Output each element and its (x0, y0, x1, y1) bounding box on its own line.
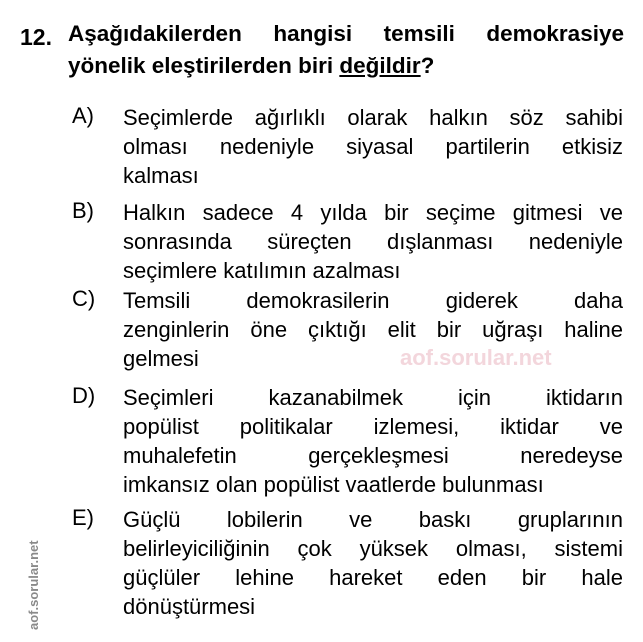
watermark: aof.sorular.net (400, 345, 552, 370)
option-text-line: seçimlere katılımın azalması (123, 258, 401, 283)
option-text-line: kalması (123, 163, 199, 188)
side-watermark: aof.sorular.net (26, 540, 41, 630)
option-text-line: dönüştürmesi (123, 594, 256, 619)
option-text-line: Temsili demokrasilerin giderek daha (123, 288, 623, 313)
option-letter: E) (72, 505, 94, 530)
option-text-line: belirleyiciliğinin çok yüksek olması, sistemi (123, 536, 623, 561)
option-text (123, 103, 623, 190)
option-text (123, 383, 623, 499)
option-text-line: güçlüler lehine hareket eden bir hale (123, 565, 623, 590)
question-mark: ? (420, 53, 435, 78)
option-text (123, 505, 623, 621)
option-text-line: zenginlerin öne çıktığı elit bir uğraşı haline (123, 317, 623, 342)
option-text-line: Seçimleri kazanabilmek için iktidarın (123, 385, 623, 410)
question-emphasis: değildir (339, 53, 421, 78)
option-text-line: imkansız olan popülist vaatlerde bulunması (123, 472, 544, 497)
option-text-line: gelmesi (123, 346, 199, 371)
option-text-line: olması nedeniyle siyasal partilerin etkisiz (123, 134, 623, 159)
option-text-line: popülist politikalar izlemesi, iktidar ve (123, 414, 623, 439)
option-letter: B) (72, 198, 94, 223)
option-text-line: sonrasında süreçten dışlanması nedeniyle (123, 229, 623, 254)
option-letter: A) (72, 103, 94, 128)
option-text-line: Güçlü lobilerin ve baskı gruplarının (123, 507, 623, 532)
option-text (123, 198, 623, 285)
question-text-line-1: Aşağıdakilerden hangisi temsili demokrasiye (68, 21, 624, 46)
question-number: 12. (20, 24, 52, 50)
option-text-line: Halkın sadece 4 yılda bir seçime gitmesi ve (123, 200, 623, 225)
question-text-line-2: yönelik eleştirilerden biri (68, 53, 340, 78)
option-text-line: muhalefetin gerçekleşmesi neredeyse (123, 443, 623, 468)
option-letter: C) (72, 286, 96, 311)
option-text-line: Seçimlerde ağırlıklı olarak halkın söz sahibi (123, 105, 623, 130)
option-letter: D) (72, 383, 96, 408)
question-text (68, 18, 624, 82)
